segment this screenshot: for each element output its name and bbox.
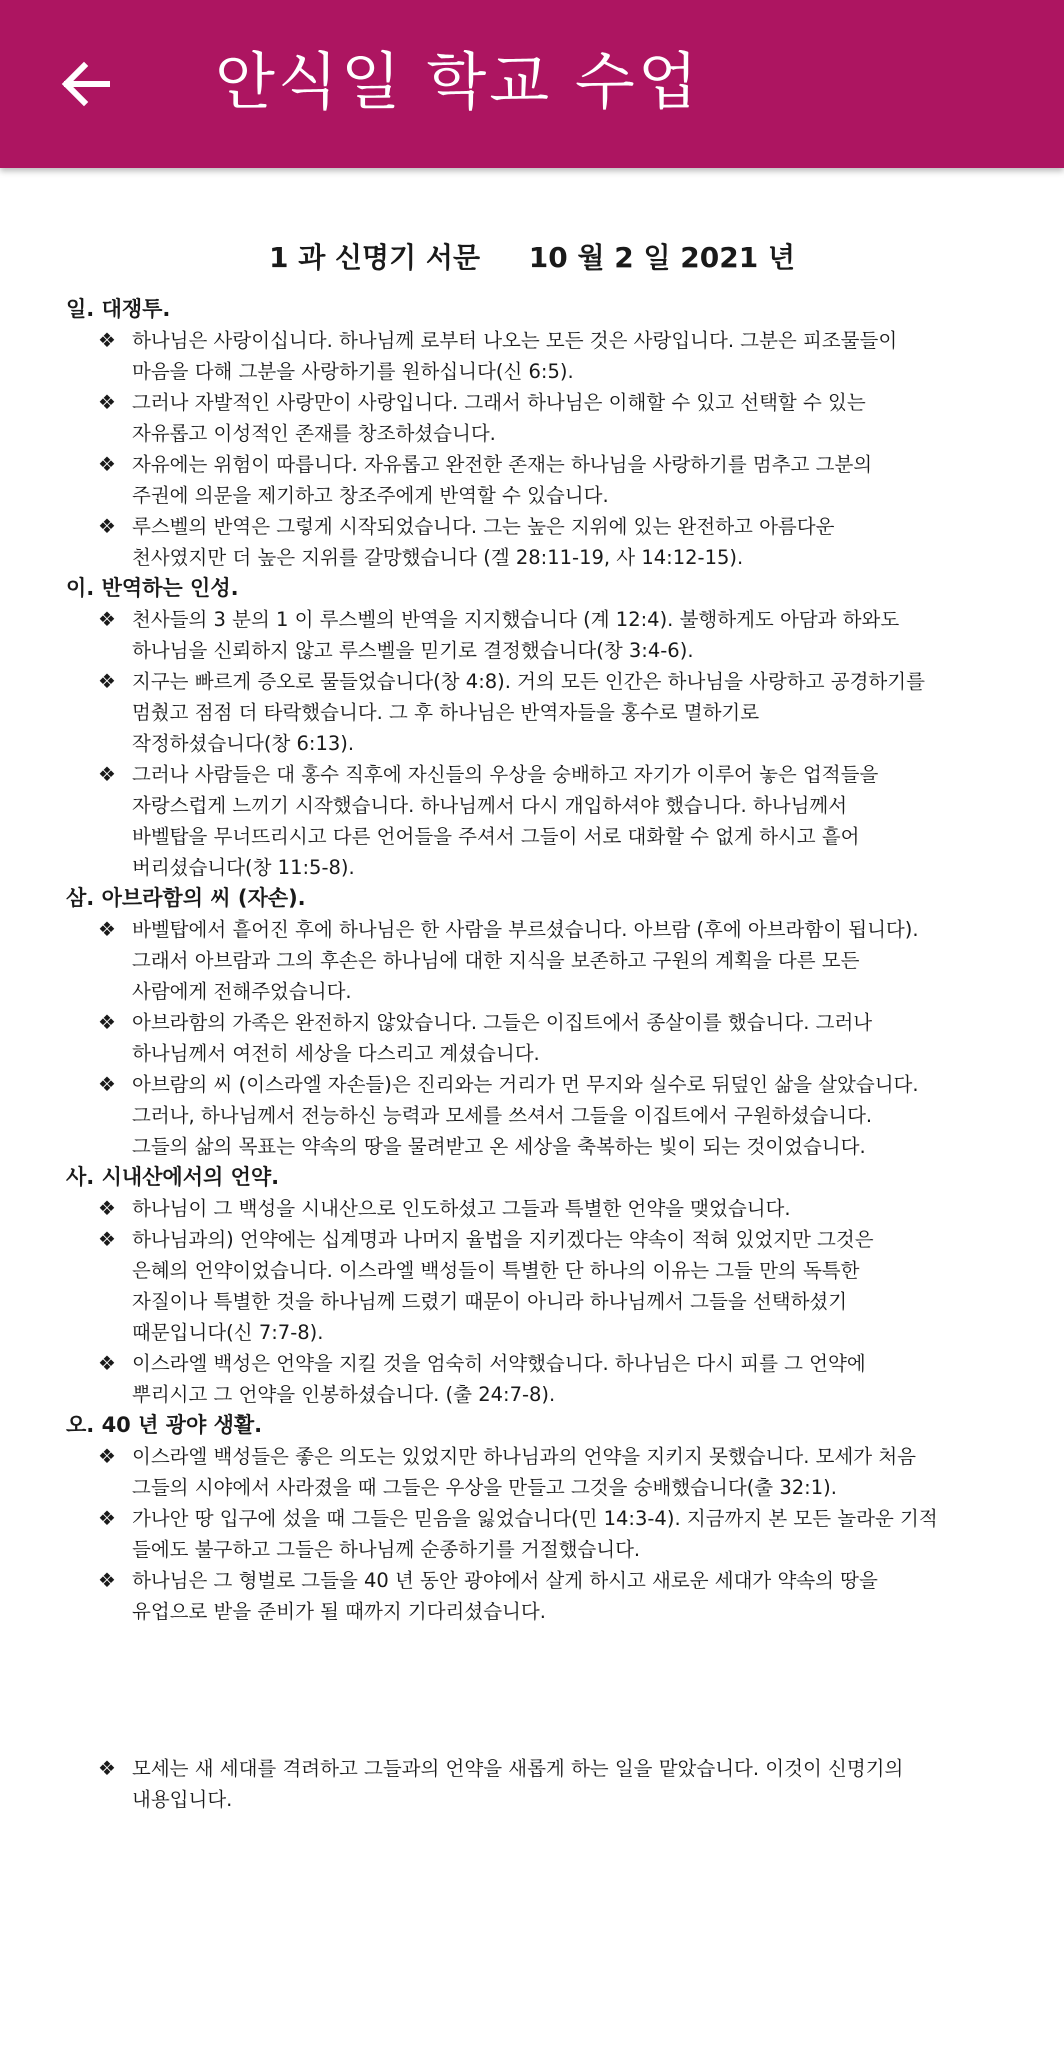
diamond-bullet-icon: ❖: [98, 1568, 116, 1592]
app-bar: [0, 0, 1064, 168]
bullet-item: [66, 914, 1026, 1007]
diamond-bullet-icon: ❖: [98, 1196, 116, 1220]
bullet-text: 하나님을 신뢰하지 않고 루스벨을 믿기로 결정했습니다(창 3:4-6).: [132, 639, 694, 662]
section-heading: 오. 40 년 광야 생활.: [66, 1413, 263, 1437]
bullet-text: 작정하셨습니다(창 6:13).: [132, 732, 355, 755]
bullet-list: [66, 604, 1026, 883]
diamond-bullet-icon: ❖: [98, 452, 116, 476]
diamond-bullet-icon: ❖: [98, 762, 116, 786]
bullet-item: [66, 1565, 1026, 1627]
bullet-text: 멈췄고 점점 더 타락했습니다. 그 후 하나님은 반역자들을 홍수로 멸하기로: [132, 701, 760, 724]
bullet-text: 아브람의 씨 (이스라엘 자손들)은 진리와는 거리가 먼 무지와 실수로 뒤덮인 삶을 살았습니다.: [132, 1073, 919, 1096]
diamond-bullet-icon: ❖: [98, 1227, 116, 1251]
bullet-text: 모세는 새 세대를 격려하고 그들과의 언약을 새롭게 하는 일을 맡았습니다. 이것이 신명기의: [132, 1757, 904, 1780]
bullet-text: 아브라함의 가족은 완전하지 않았습니다. 그들은 이집트에서 종살이를 했습니다. 그러나: [132, 1011, 873, 1034]
back-button[interactable]: [40, 44, 130, 124]
bullet-text: 그러나 자발적인 사랑만이 사랑입니다. 그래서 하나님은 이해할 수 있고 선택할 수 있는: [132, 391, 866, 414]
lesson-content: [66, 294, 1026, 1815]
arrow-left-icon: [57, 56, 113, 112]
bullet-text: 하나님과의) 언약에는 십계명과 나머지 율법을 지키겠다는 약속이 적혀 있었지만 그것은: [132, 1228, 874, 1251]
bullet-text: 유업으로 받을 준비가 될 때까지 기다리셨습니다.: [132, 1600, 546, 1623]
bullet-text: 바벨탑에서 흩어진 후에 하나님은 한 사람을 부르셨습니다. 아브람 (후에 아브라함이 됩니다).: [132, 918, 919, 941]
bullet-item: [66, 1503, 1026, 1565]
bullet-text: 주권에 의문을 제기하고 창조주에게 반역할 수 있습니다.: [132, 484, 609, 507]
app-title: 안식일 학교 수업: [215, 45, 701, 118]
bullet-item: [66, 604, 1026, 666]
bullet-text: 자랑스럽게 느끼기 시작했습니다. 하나님께서 다시 개입하셔야 했습니다. 하나님께서: [132, 794, 848, 817]
lesson-document: [0, 168, 1064, 2070]
bullet-text: 하나님께서 여전히 세상을 다스리고 계셨습니다.: [132, 1042, 540, 1065]
diamond-bullet-icon: ❖: [98, 607, 116, 631]
diamond-bullet-icon: ❖: [98, 514, 116, 538]
diamond-bullet-icon: ❖: [98, 390, 116, 414]
bullet-text: 마음을 다해 그분을 사랑하기를 원하십니다(신 6:5).: [132, 360, 574, 383]
lesson-title: 1 과 신명기 서문 10 월 2 일 2021 년: [268, 241, 796, 274]
lesson-section: [66, 573, 1026, 883]
blank-space: [66, 1627, 1026, 1753]
bullet-list: [66, 325, 1026, 573]
section-heading: 일. 대쟁투.: [66, 297, 171, 321]
bullet-item: [66, 666, 1026, 759]
bullet-text: 그러나 사람들은 대 홍수 직후에 자신들의 우상을 숭배하고 자기가 이루어 놓은 업적들을: [132, 763, 879, 786]
bullet-item: [66, 387, 1026, 449]
bullet-item: [66, 325, 1026, 387]
bullet-text: 그러나, 하나님께서 전능하신 능력과 모세를 쓰셔서 그들을 이집트에서 구원하셨습니다.: [132, 1104, 873, 1127]
bullet-text: 이스라엘 백성들은 좋은 의도는 있었지만 하나님과의 언약을 지키지 못했습니다. 모세가 처음: [132, 1445, 916, 1468]
bullet-text: 사람에게 전해주었습니다.: [132, 980, 352, 1003]
section-heading: 사. 시내산에서의 언약.: [66, 1165, 280, 1189]
bullet-text: 루스벨의 반역은 그렇게 시작되었습니다. 그는 높은 지위에 있는 완전하고 아름다운: [132, 515, 835, 538]
diamond-bullet-icon: ❖: [98, 1756, 116, 1780]
diamond-bullet-icon: ❖: [98, 1351, 116, 1375]
lesson-section: [66, 1410, 1026, 1815]
bullet-item: [66, 1441, 1026, 1503]
bullet-item: [66, 1007, 1026, 1069]
bullet-item: [66, 1193, 1026, 1224]
lesson-section: [66, 883, 1026, 1162]
bullet-text: 자유롭고 이성적인 존재를 창조하셨습니다.: [132, 422, 496, 445]
diamond-bullet-icon: ❖: [98, 1072, 116, 1096]
bullet-text: 자유에는 위험이 따릅니다. 자유롭고 완전한 존재는 하나님을 사랑하기를 멈추고 그분의: [132, 453, 873, 476]
bullet-text: 그래서 아브람과 그의 후손은 하나님에 대한 지식을 보존하고 구원의 계획을 다른 모든: [132, 949, 860, 972]
bullet-text: 하나님은 사랑이십니다. 하나님께 로부터 나오는 모든 것은 사랑입니다. 그분은 피조물들이: [132, 329, 898, 352]
bullet-list: [66, 1193, 1026, 1410]
bullet-text: 그들의 시야에서 사라졌을 때 그들은 우상을 만들고 그것을 숭배했습니다(출 32:1).: [132, 1476, 837, 1499]
bullet-text: 내용입니다.: [132, 1788, 233, 1811]
diamond-bullet-icon: ❖: [98, 669, 116, 693]
diamond-bullet-icon: ❖: [98, 1506, 116, 1530]
bullet-text: 천사들의 3 분의 1 이 루스벨의 반역을 지지했습니다 (계 12:4). 불행하게도 아담과 하와도: [132, 608, 900, 631]
section-heading: 이. 반역하는 인성.: [66, 576, 239, 600]
bullet-text: 가나안 땅 입구에 섰을 때 그들은 믿음을 잃었습니다(민 14:3-4). 지금까지 본 모든 놀라운 기적: [132, 1507, 938, 1530]
bullet-list: [66, 1753, 1026, 1815]
bullet-item: [66, 511, 1026, 573]
section-heading: 삼. 아브라함의 씨 (자손).: [66, 886, 306, 910]
bullet-list: [66, 914, 1026, 1162]
diamond-bullet-icon: ❖: [98, 328, 116, 352]
bullet-item: [66, 1224, 1026, 1348]
bullet-item: [66, 1348, 1026, 1410]
bullet-item: [66, 449, 1026, 511]
bullet-text: 천사였지만 더 높은 지위를 갈망했습니다 (겔 28:11-19, 사 14:12-15).: [132, 546, 744, 569]
bullet-text: 그들의 삶의 목표는 약속의 땅을 물려받고 온 세상을 축복하는 빛이 되는 것이었습니다.: [132, 1135, 866, 1158]
bullet-text: 하나님이 그 백성을 시내산으로 인도하셨고 그들과 특별한 언약을 맺었습니다.: [132, 1197, 791, 1220]
bullet-list: [66, 1441, 1026, 1627]
diamond-bullet-icon: ❖: [98, 1444, 116, 1468]
bullet-text: 바벨탑을 무너뜨리시고 다른 언어들을 주셔서 그들이 서로 대화할 수 없게 하시고 흩어: [132, 825, 860, 848]
bullet-text: 뿌리시고 그 언약을 인봉하셨습니다. (출 24:7-8).: [132, 1383, 556, 1406]
bullet-text: 이스라엘 백성은 언약을 지킬 것을 엄숙히 서약했습니다. 하나님은 다시 피를 그 언약에: [132, 1352, 866, 1375]
diamond-bullet-icon: ❖: [98, 917, 116, 941]
bullet-item: [66, 1069, 1026, 1162]
bullet-item: [66, 1753, 1026, 1815]
bullet-text: 자질이나 특별한 것을 하나님께 드렸기 때문이 아니라 하나님께서 그들을 선택하셨기: [132, 1290, 848, 1313]
bullet-text: 때문입니다(신 7:7-8).: [132, 1321, 324, 1344]
bullet-text: 들에도 불구하고 그들은 하나님께 순종하기를 거절했습니다.: [132, 1538, 641, 1561]
bullet-text: 은혜의 언약이었습니다. 이스라엘 백성들이 특별한 단 하나의 이유는 그들 만의 독특한: [132, 1259, 860, 1282]
lesson-section: [66, 294, 1026, 573]
diamond-bullet-icon: ❖: [98, 1010, 116, 1034]
bullet-text: 버리셨습니다(창 11:5-8).: [132, 856, 355, 879]
bullet-item: [66, 759, 1026, 883]
lesson-section: [66, 1162, 1026, 1410]
bullet-text: 지구는 빠르게 증오로 물들었습니다(창 4:8). 거의 모든 인간은 하나님을 사랑하고 공경하기를: [132, 670, 925, 693]
bullet-text: 하나님은 그 형벌로 그들을 40 년 동안 광야에서 살게 하시고 새로운 세대가 약속의 땅을: [132, 1569, 878, 1592]
